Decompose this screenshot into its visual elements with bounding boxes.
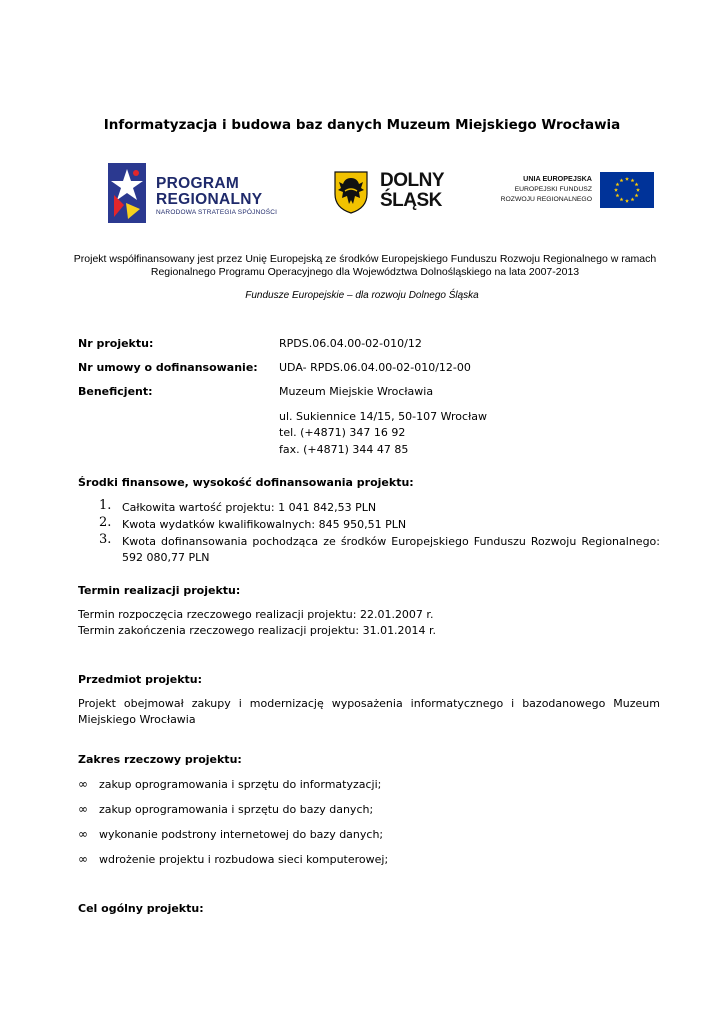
infinity-bullet-icon: ∞ <box>78 802 88 816</box>
beneficjent-label: Beneficjent: <box>78 385 153 398</box>
infinity-bullet-icon: ∞ <box>78 852 88 866</box>
cel-heading: Cel ogólny projektu: <box>78 902 204 915</box>
ue-logo-line1: UNIA EUROPEJSKA <box>523 174 592 183</box>
finance-heading: Środki finansowe, wysokość dofinansowania projektu: <box>78 476 414 489</box>
program-logo-line2: REGIONALNY <box>156 191 263 208</box>
program-regionalny-logo <box>108 163 308 223</box>
zakres-item: wdrożenie projektu i rozbudowa sieci komputerowej; <box>99 853 389 866</box>
eu-flag-icon <box>600 172 654 208</box>
finance-item-number: 1. <box>99 498 112 513</box>
nr-projektu-value: RPDS.06.04.00-02-010/12 <box>279 337 422 350</box>
unia-europejska-logo <box>486 172 654 212</box>
nr-umowy-value: UDA- RPDS.06.04.00-02-010/12-00 <box>279 361 471 374</box>
cofinancing-statement: Projekt współfinansowany jest przez Unię Europejską ze środków Europejskiego Funduszu Rozwoju Regionalnego w ramach Regionalnego Programu Operacyjnego dla Województwa Dolnośląskiego na lata 2007-2013 <box>73 253 657 278</box>
zakres-item: zakup oprogramowania i sprzętu do bazy danych; <box>99 803 374 816</box>
program-logo-line1: PROGRAM <box>156 175 240 192</box>
przedmiot-text: Projekt obejmował zakupy i modernizację wyposażenia informatycznego i bazodanowego Muzeum Miejskiego Wrocławia <box>78 697 660 726</box>
eagle-crest-icon <box>333 170 369 214</box>
finance-item-number: 3. <box>99 532 112 547</box>
ue-logo-line2: EUROPEJSKI FUNDUSZ <box>514 186 592 193</box>
address: ul. Sukiennice 14/15, 50-107 Wrocław <box>279 410 487 423</box>
infinity-bullet-icon: ∞ <box>78 777 88 791</box>
finance-item: Całkowita wartość projektu: 1 041 842,53 PLN <box>122 501 377 514</box>
nr-projektu-label: Nr projektu: <box>78 337 154 350</box>
program-regionalny-emblem-icon <box>108 163 146 223</box>
nr-umowy-label: Nr umowy o dofinansowanie: <box>78 361 258 374</box>
beneficjent-value: Muzeum Miejskie Wrocławia <box>279 385 434 398</box>
document-title: Informatyzacja i budowa baz danych Muzeum Miejskiego Wrocławia <box>103 117 621 133</box>
finance-item: Kwota wydatków kwalifikowalnych: 845 950,51 PLN <box>122 518 407 531</box>
program-logo-line3: NARODOWA STRATEGIA SPÓJNOŚCI <box>156 209 278 216</box>
termin-start: Termin rozpoczęcia rzeczowego realizacji projektu: 22.01.2007 r. <box>78 608 434 621</box>
zakres-item: zakup oprogramowania i sprzętu do informatyzacji; <box>99 778 382 791</box>
termin-end: Termin zakończenia rzeczowego realizacji projektu: 31.01.2014 r. <box>78 624 437 637</box>
ue-logo-line3: ROZWOJU REGIONALNEGO <box>500 196 592 203</box>
dolny-slask-line1: DOLNY <box>380 170 444 191</box>
infinity-bullet-icon: ∞ <box>78 827 88 841</box>
dolny-slask-logo <box>333 170 458 214</box>
finance-item: Kwota dofinansowania pochodząca ze środków Europejskiego Funduszu Rozwoju Regionalnego: 592 080,77 PLN <box>122 535 660 564</box>
slogan: Fundusze Europejskie – dla rozwoju Dolnego Śląska <box>245 290 479 301</box>
zakres-heading: Zakres rzeczowy projektu: <box>78 753 242 766</box>
zakres-item: wykonanie podstrony internetowej do bazy danych; <box>99 828 384 841</box>
fax: fax. (+4871) 344 47 85 <box>279 443 409 456</box>
termin-heading: Termin realizacji projektu: <box>78 584 241 597</box>
telephone: tel. (+4871) 347 16 92 <box>279 426 406 439</box>
finance-item-number: 2. <box>99 515 112 530</box>
przedmiot-heading: Przedmiot projektu: <box>78 673 202 686</box>
dolny-slask-line2: ŚLĄSK <box>380 190 442 211</box>
